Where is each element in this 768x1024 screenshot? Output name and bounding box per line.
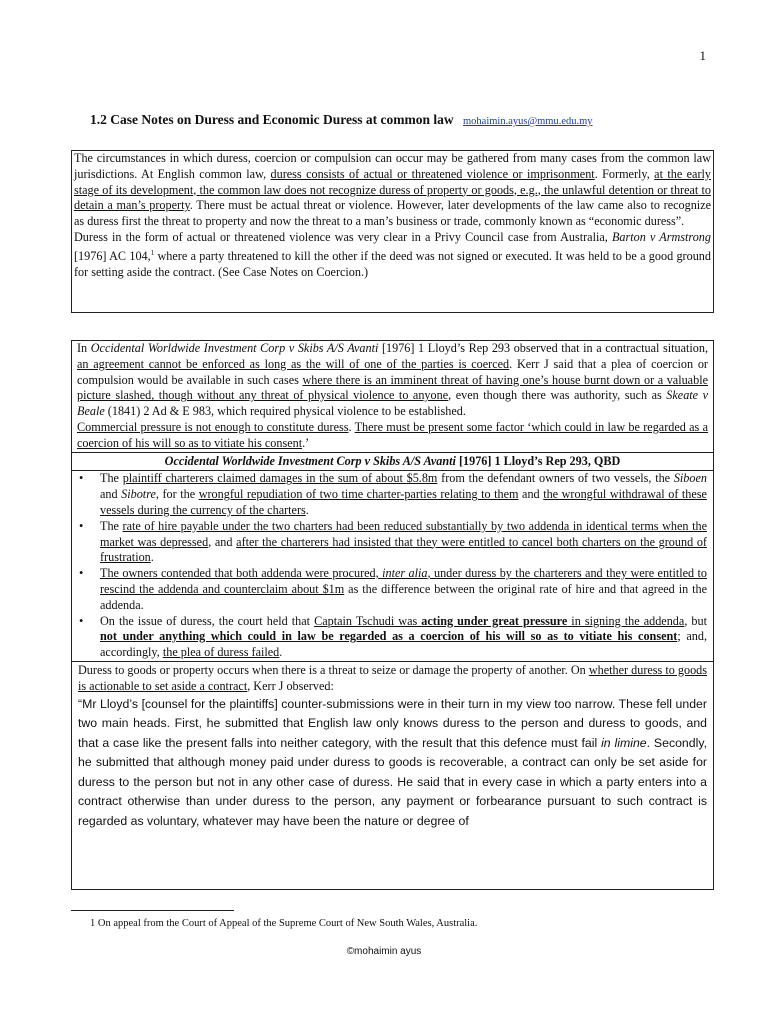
text-run: Duress in the form of actual or threatened violence was very clear in a Privy Council case from Australia, bbox=[74, 229, 612, 244]
intro-box bbox=[71, 150, 714, 313]
text-run: . bbox=[150, 550, 154, 565]
case-box bbox=[71, 340, 714, 890]
case-fact-item bbox=[72, 471, 707, 518]
intro-paragraph-2 bbox=[74, 230, 711, 280]
text-run: the wrongful withdrawal of these vessels during the currency of the charters bbox=[100, 487, 707, 517]
kerr-quote bbox=[78, 695, 707, 832]
text-run: plaintiff charterers claimed damages in the sum of about $5.8m bbox=[122, 471, 438, 486]
text-run: wrongful repudiation of two time charter-parties relating to them bbox=[198, 487, 519, 502]
text-run: (1841) 2 Ad & E 983, which required physical violence to be established. bbox=[104, 404, 466, 419]
text-run: Occidental Worldwide Investment Corp v Skibs A/S Avanti bbox=[90, 341, 379, 355]
duress-goods-paragraph bbox=[78, 663, 707, 695]
text-run: , even though there was authority, such as bbox=[448, 388, 667, 403]
text-run: There must be present some factor ‘which could in law be regarded as a coercion of his will so as to vitiate his consent bbox=[77, 419, 708, 450]
text-run: . bbox=[348, 419, 355, 434]
text-run: . Secondly, he submitted that although money paid under duress to goods is recoverable, a contract can only be set aside for duress to the person but not in any other case of duress. He said that in every case in which a party enters into a contract otherwise than under duress to the person, any payment or forbearance pursuant to such contract is regarded as voluntary, whatever may have been the nature or degree of bbox=[78, 735, 707, 828]
text-run: acting under great pressure bbox=[421, 613, 568, 628]
footnote-separator bbox=[71, 910, 234, 911]
case-intro-paragraph-2 bbox=[77, 420, 708, 452]
text-run: [1976] AC 104, bbox=[74, 248, 151, 263]
intro-paragraph-1 bbox=[74, 151, 711, 230]
text-run: duress consists of actual or threatened violence or imprisonment bbox=[270, 166, 595, 181]
case-title bbox=[72, 453, 713, 472]
text-run: . Kerr J said that a plea of coercion or compulsion would be available in such cases bbox=[77, 356, 708, 387]
text-run: in limine bbox=[601, 735, 647, 750]
text-run: an agreement cannot be enforced as long as the will of one of the parties is coerced bbox=[77, 356, 510, 371]
text-run: Duress to goods or property occurs when there is a threat to seize or damage the property of another. On bbox=[78, 662, 589, 677]
footnote: 1 On appeal from the Court of Appeal of the Supreme Court of New South Wales, Australia. bbox=[90, 918, 478, 929]
text-run: , Kerr J observed: bbox=[247, 678, 334, 693]
page-title bbox=[90, 112, 593, 128]
text-run: The circumstances in which duress, coercion or compulsion can occur may be gathered from many cases from the common law jurisdictions. At English common law, bbox=[74, 151, 711, 181]
text-run: and bbox=[518, 487, 544, 502]
text-run: where there is an imminent threat of having one’s house burnt down or a valuable picture slashed, though without any threat of physical violence to anyone bbox=[77, 372, 708, 403]
text-run: . bbox=[279, 645, 283, 660]
text-run: The owners contended that both addenda were procured, bbox=[100, 566, 383, 581]
case-intro-section bbox=[72, 341, 713, 453]
duress-goods-section bbox=[72, 662, 713, 832]
text-run: the plea of duress failed bbox=[162, 645, 280, 660]
text-run: after the charterers had insisted that they were entitled to cancel both charters on the ground of frustration bbox=[100, 534, 707, 565]
text-run: , under duress by the charterers and they were entitled to rescind the addenda and counterclaim about $1m bbox=[100, 566, 707, 596]
text-run: rate of hire payable under the two charters had been reduced substantially by two addenda in identical terms when the market was depressed bbox=[100, 518, 707, 549]
text-run: inter alia bbox=[382, 566, 428, 581]
text-run: The bbox=[100, 471, 123, 486]
text-run: . Formerly, bbox=[594, 166, 655, 181]
case-fact-item bbox=[72, 566, 707, 613]
text-run: .’ bbox=[302, 435, 310, 450]
text-run: . bbox=[305, 502, 309, 517]
text-run: at the early stage of its development, the common law does not recognize duress of property or goods, e.g., the unlawful detention or threat to detain a man’s property bbox=[74, 166, 711, 213]
text-run: Skeate v Beale bbox=[77, 388, 709, 419]
text-run: In bbox=[77, 341, 91, 355]
text-run: [1976] 1 Lloyd’s Rep 293, QBD bbox=[455, 453, 621, 468]
case-facts-list bbox=[72, 471, 713, 661]
text-run: Occidental Worldwide Investment Corp v Skibs A/S Avanti bbox=[164, 453, 456, 468]
text-run: . There must be actual threat or violence. However, later developments of the law came also to recognize as duress first the threat to property and now the threat to a man’s business or trade, commonly known as “economic duress”. bbox=[74, 198, 712, 229]
case-facts-section bbox=[72, 471, 713, 662]
text-run: ; and, accordingly, bbox=[100, 629, 707, 660]
text-run: Siboen bbox=[673, 471, 707, 486]
email-link[interactable]: mohaimin.ayus@mmu.edu.my bbox=[463, 116, 593, 127]
case-intro-paragraph-1 bbox=[77, 341, 708, 420]
text-run: Sibotre bbox=[121, 487, 156, 502]
text-run: , for the bbox=[155, 487, 199, 502]
text-run: as the difference between the original rate of hire and that agreed in the addenda. bbox=[100, 581, 707, 612]
text-run: On the issue of duress, the court held that bbox=[100, 613, 315, 628]
text-run: , but bbox=[684, 613, 707, 628]
text-run: Barton v Armstrong bbox=[611, 229, 711, 244]
case-fact-item bbox=[72, 519, 707, 566]
text-run: in signing the addenda bbox=[567, 613, 685, 628]
case-fact-item bbox=[72, 614, 707, 661]
title-text: 1.2 Case Notes on Duress and Economic Duress at common law bbox=[90, 112, 454, 127]
text-run: Commercial pressure is not enough to constitute duress bbox=[77, 419, 349, 434]
page-footer: ©mohaimin ayus bbox=[346, 946, 422, 957]
text-run: , and bbox=[208, 534, 237, 549]
text-run: Captain Tschudi was bbox=[314, 613, 422, 628]
page-number: 1 bbox=[699, 48, 706, 63]
text-run: 1 bbox=[150, 248, 155, 257]
text-run: [1976] 1 Lloyd’s Rep 293 observed that in a contractual situation, bbox=[378, 341, 708, 355]
text-run: “Mr Lloyd’s [counsel for the plaintiffs] counter-submissions were in their turn in my view too narrow. These fell under two main heads. First, he submitted that English law only knows duress to the person and duress to goods, and that a case like the present falls into neither category, with the result that this defence must fail bbox=[78, 696, 707, 750]
text-run: from the defendant owners of two vessels, the bbox=[437, 471, 674, 486]
text-run: whether duress to goods is actionable to set aside a contract bbox=[78, 662, 707, 693]
text-run: and bbox=[100, 487, 122, 502]
text-run: not under anything which could in law be regarded as a coercion of his will so as to vitiate his consent bbox=[100, 629, 678, 644]
text-run: where a party threatened to kill the other if the deed was not signed or executed. It was held to be a good ground for setting aside the contract. (See Case Notes on Coercion.) bbox=[74, 248, 711, 279]
text-run: The bbox=[100, 518, 123, 533]
